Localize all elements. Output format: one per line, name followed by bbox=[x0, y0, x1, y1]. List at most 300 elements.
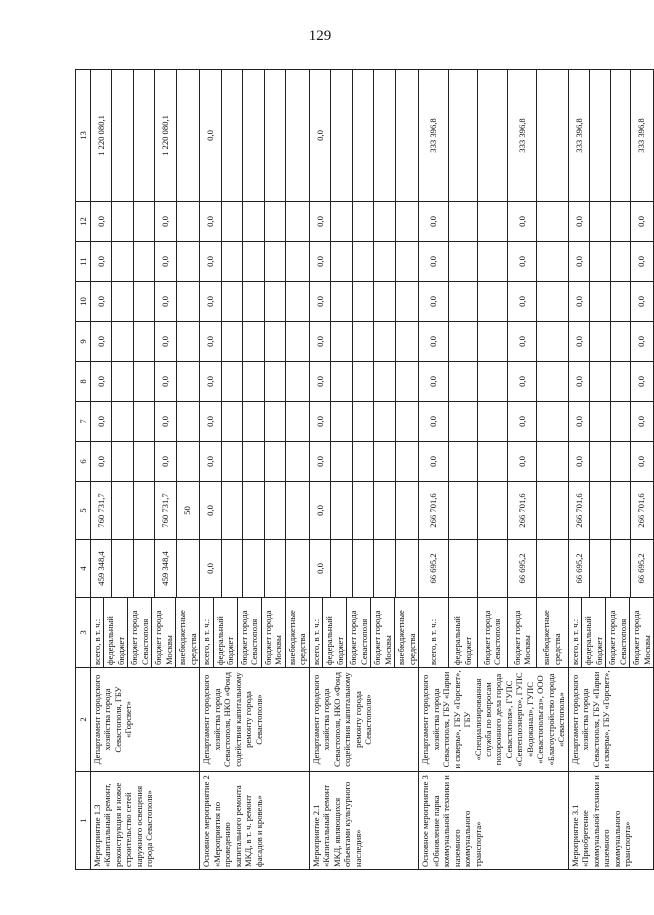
value-entry: 1 220 080,1 bbox=[155, 70, 176, 201]
value-entry bbox=[222, 242, 243, 281]
value-entry: 0,0 bbox=[419, 442, 449, 481]
value-entry: 333 396,8 bbox=[569, 70, 590, 201]
value-entry bbox=[478, 202, 508, 241]
table-row bbox=[568, 70, 653, 870]
value-entry bbox=[611, 242, 632, 281]
value-entry bbox=[611, 402, 632, 441]
value-entry bbox=[286, 362, 306, 401]
value-entry: 0,0 bbox=[200, 242, 221, 281]
value-cell bbox=[309, 362, 418, 402]
funding-source-label: бюджет города Москвы bbox=[262, 598, 286, 667]
value-cell bbox=[200, 202, 309, 242]
value-cell bbox=[568, 442, 653, 482]
value-entry bbox=[243, 362, 264, 401]
value-entry bbox=[449, 202, 479, 241]
value-entry: 0,0 bbox=[310, 202, 331, 241]
value-entry bbox=[265, 242, 286, 281]
value-entry bbox=[331, 242, 352, 281]
value-entry bbox=[222, 442, 243, 481]
column-header: 12 bbox=[76, 202, 91, 242]
value-entry: 0,0 bbox=[636, 456, 647, 467]
value-entry: 760 731,7 bbox=[155, 482, 176, 539]
value-entry bbox=[611, 482, 632, 539]
value-entry bbox=[611, 442, 632, 481]
value-entry bbox=[177, 242, 197, 281]
value-entry bbox=[243, 70, 264, 201]
value-entry bbox=[134, 70, 155, 201]
value-cell bbox=[91, 402, 200, 442]
value-entry: 0,0 bbox=[508, 242, 538, 281]
value-entry: 333 396,8 bbox=[419, 70, 449, 201]
value-entry: 0,0 bbox=[310, 540, 331, 597]
value-entry bbox=[243, 322, 264, 361]
column-header: 11 bbox=[76, 242, 91, 282]
value-entry: 1 220 080,1 bbox=[91, 70, 112, 201]
value-entry bbox=[134, 482, 155, 539]
value-cell bbox=[568, 202, 653, 242]
value-entry: 0,0 bbox=[91, 282, 112, 321]
value-cell bbox=[200, 442, 309, 482]
value-entry: 0,0 bbox=[155, 402, 176, 441]
value-cell bbox=[419, 402, 569, 442]
value-entry bbox=[265, 482, 286, 539]
value-entry bbox=[286, 70, 306, 201]
value-entry: 0,0 bbox=[569, 322, 590, 361]
value-entry bbox=[222, 402, 243, 441]
value-cell bbox=[91, 362, 200, 402]
value-entry bbox=[243, 482, 264, 539]
value-cell bbox=[309, 202, 418, 242]
value-entry: 0,0 bbox=[569, 402, 590, 441]
value-entry bbox=[396, 242, 416, 281]
measure-name: Мероприятие 3.1 «Приобретение коммунальной техники и наземного коммунального транспорта» bbox=[568, 772, 653, 870]
value-entry bbox=[478, 282, 508, 321]
value-entry: 760 731,7 bbox=[91, 482, 112, 539]
page-number: 129 bbox=[308, 28, 332, 44]
value-entry bbox=[611, 322, 632, 361]
value-entry: 0,0 bbox=[569, 202, 590, 241]
value-entry: 0,0 bbox=[91, 202, 112, 241]
value-entry: 266 701,6 bbox=[508, 482, 538, 539]
value-entry: 0,0 bbox=[636, 296, 647, 307]
value-entry bbox=[112, 402, 133, 441]
value-entry bbox=[396, 70, 416, 201]
funding-source-label: бюджет города Москвы bbox=[152, 598, 176, 667]
value-entry: 0,0 bbox=[200, 402, 221, 441]
value-entry bbox=[611, 282, 632, 321]
value-entry bbox=[134, 322, 155, 361]
funding-source-label: всего, в т. ч.: bbox=[310, 598, 323, 667]
value-entry bbox=[243, 442, 264, 481]
value-entry bbox=[590, 322, 611, 361]
funding-source-label: федеральный бюджет bbox=[449, 598, 479, 667]
funding-sources bbox=[309, 598, 418, 668]
value-entry: 0,0 bbox=[200, 540, 221, 597]
funding-source-label: бюджет города Севастополя bbox=[606, 598, 630, 667]
value-entry: 333 396,8 bbox=[508, 70, 538, 201]
value-entry: 0,0 bbox=[419, 202, 449, 241]
value-entry bbox=[265, 442, 286, 481]
value-entry: 0,0 bbox=[200, 362, 221, 401]
value-entry bbox=[177, 402, 197, 441]
value-entry bbox=[331, 402, 352, 441]
value-entry bbox=[590, 242, 611, 281]
value-entry: 0,0 bbox=[419, 402, 449, 441]
column-header: 3 bbox=[76, 598, 91, 668]
value-entry bbox=[134, 362, 155, 401]
column-header: 6 bbox=[76, 442, 91, 482]
value-cell bbox=[200, 540, 309, 598]
value-entry: 0,0 bbox=[310, 402, 331, 441]
value-entry bbox=[353, 482, 374, 539]
value-cell bbox=[309, 70, 418, 202]
value-entry bbox=[590, 70, 611, 201]
value-entry: 0,0 bbox=[91, 442, 112, 481]
value-entry bbox=[449, 322, 479, 361]
value-entry bbox=[590, 402, 611, 441]
value-entry bbox=[537, 402, 566, 441]
value-entry bbox=[590, 282, 611, 321]
column-header: 10 bbox=[76, 282, 91, 322]
value-cell bbox=[200, 70, 309, 202]
value-entry bbox=[537, 482, 566, 539]
funding-source-label: бюджет города Москвы bbox=[508, 598, 538, 667]
value-cell bbox=[419, 362, 569, 402]
value-entry bbox=[286, 282, 306, 321]
funding-source-label: федеральный бюджет bbox=[582, 598, 606, 667]
value-entry bbox=[265, 402, 286, 441]
value-cell bbox=[200, 362, 309, 402]
value-cell bbox=[91, 482, 200, 540]
value-entry: 0,0 bbox=[569, 282, 590, 321]
value-entry: 0,0 bbox=[310, 70, 331, 201]
value-entry bbox=[112, 322, 133, 361]
value-entry bbox=[222, 202, 243, 241]
value-entry bbox=[374, 322, 395, 361]
value-entry bbox=[265, 282, 286, 321]
value-entry bbox=[374, 482, 395, 539]
funding-source-label: внебюджетные средства bbox=[396, 610, 417, 665]
value-entry bbox=[286, 402, 306, 441]
value-cell bbox=[419, 442, 569, 482]
value-entry bbox=[286, 442, 306, 481]
value-cell bbox=[568, 322, 653, 362]
value-entry bbox=[353, 322, 374, 361]
value-entry bbox=[265, 322, 286, 361]
value-cell bbox=[200, 242, 309, 282]
value-entry: 66 695,2 bbox=[508, 540, 538, 597]
funding-source-label: бюджет города Москвы bbox=[631, 610, 652, 665]
value-entry bbox=[537, 322, 566, 361]
value-entry: 0,0 bbox=[419, 322, 449, 361]
value-entry bbox=[177, 322, 197, 361]
funding-source-label: внебюджетные средства bbox=[177, 610, 198, 665]
value-entry bbox=[449, 540, 479, 597]
funding-source-label: федеральный бюджет bbox=[214, 598, 238, 667]
value-entry bbox=[396, 540, 416, 597]
funding-source-label: внебюджетные средства bbox=[541, 610, 562, 665]
value-entry bbox=[243, 282, 264, 321]
value-entry: 0,0 bbox=[310, 242, 331, 281]
value-entry bbox=[177, 70, 197, 201]
value-entry bbox=[112, 362, 133, 401]
value-entry bbox=[353, 540, 374, 597]
value-entry: 66 695,2 bbox=[569, 540, 590, 597]
funding-sources bbox=[419, 598, 569, 668]
value-entry bbox=[449, 242, 479, 281]
value-entry: 266 701,6 bbox=[636, 493, 647, 528]
value-entry: 459 348,4 bbox=[155, 540, 176, 597]
funding-source-label: федеральный бюджет bbox=[104, 598, 128, 667]
value-entry bbox=[537, 242, 566, 281]
value-entry: 50 bbox=[181, 506, 192, 515]
value-cell bbox=[200, 282, 309, 322]
value-entry bbox=[611, 540, 632, 597]
measure-name: Мероприятие 1.3 «Капитальный ремонт, реконструкция и новое строительство сетей наружного освещения города Севастополя» bbox=[91, 772, 200, 870]
value-entry bbox=[177, 540, 197, 597]
funding-source-label: бюджет города Севастополя bbox=[238, 598, 262, 667]
value-entry: 0,0 bbox=[310, 322, 331, 361]
measure-name: Мероприятие 2.1 «Капитальный ремонт МКД, являющихся объектами культурного наследия» bbox=[309, 772, 418, 870]
funding-source-label: бюджет города Севастополя bbox=[478, 598, 508, 667]
value-entry bbox=[243, 540, 264, 597]
value-entry bbox=[286, 540, 306, 597]
funding-source-label: бюджет города Севастополя bbox=[128, 598, 152, 667]
value-entry: 0,0 bbox=[419, 362, 449, 401]
value-entry bbox=[396, 362, 416, 401]
value-entry bbox=[112, 540, 133, 597]
table-row bbox=[419, 70, 569, 870]
value-entry bbox=[353, 70, 374, 201]
value-entry bbox=[374, 442, 395, 481]
budget-table bbox=[75, 69, 654, 870]
column-header: 8 bbox=[76, 362, 91, 402]
value-entry bbox=[222, 70, 243, 201]
column-header: 2 bbox=[76, 668, 91, 772]
value-entry: 0,0 bbox=[508, 282, 538, 321]
value-entry bbox=[449, 362, 479, 401]
funding-sources bbox=[200, 598, 309, 668]
value-entry bbox=[112, 282, 133, 321]
value-cell bbox=[419, 202, 569, 242]
value-entry bbox=[353, 442, 374, 481]
value-entry bbox=[177, 362, 197, 401]
funding-source-label: бюджет города Севастополя bbox=[347, 598, 371, 667]
value-entry bbox=[396, 202, 416, 241]
value-entry bbox=[134, 202, 155, 241]
value-entry: 0,0 bbox=[310, 282, 331, 321]
value-entry bbox=[374, 202, 395, 241]
column-header: 13 bbox=[76, 70, 91, 202]
table-body bbox=[91, 70, 654, 870]
table-row bbox=[309, 70, 418, 870]
value-entry bbox=[331, 282, 352, 321]
value-cell bbox=[419, 70, 569, 202]
value-entry: 0,0 bbox=[91, 242, 112, 281]
value-entry bbox=[537, 362, 566, 401]
value-entry: 266 701,6 bbox=[569, 482, 590, 539]
value-cell bbox=[200, 482, 309, 540]
value-entry bbox=[396, 322, 416, 361]
funding-source-label: внебюджетные средства bbox=[286, 610, 308, 665]
value-entry bbox=[537, 202, 566, 241]
funding-source-label: всего, в т. ч.: bbox=[569, 598, 582, 667]
value-entry bbox=[134, 442, 155, 481]
executor-name: Департамент городского хозяйства города Севастополя, ГБУ «Горсвет» bbox=[91, 668, 200, 772]
value-cell bbox=[419, 482, 569, 540]
value-entry: 0,0 bbox=[155, 362, 176, 401]
value-cell bbox=[568, 402, 653, 442]
value-entry bbox=[112, 242, 133, 281]
value-entry: 66 695,2 bbox=[419, 540, 449, 597]
value-cell bbox=[91, 282, 200, 322]
value-entry: 0,0 bbox=[155, 442, 176, 481]
value-cell bbox=[309, 402, 418, 442]
value-entry: 0,0 bbox=[310, 362, 331, 401]
value-entry bbox=[353, 402, 374, 441]
value-entry: 0,0 bbox=[91, 322, 112, 361]
value-cell bbox=[91, 322, 200, 362]
value-cell bbox=[309, 482, 418, 540]
value-entry bbox=[222, 540, 243, 597]
header-row bbox=[76, 70, 91, 870]
value-entry bbox=[331, 482, 352, 539]
value-entry bbox=[112, 482, 133, 539]
value-entry bbox=[478, 322, 508, 361]
value-entry bbox=[353, 242, 374, 281]
value-entry: 0,0 bbox=[419, 282, 449, 321]
value-entry bbox=[478, 242, 508, 281]
value-entry bbox=[478, 402, 508, 441]
funding-source-label: всего, в т. ч.: bbox=[419, 598, 449, 667]
column-header: 1 bbox=[76, 772, 91, 870]
rotated-table-container bbox=[75, 70, 652, 870]
value-cell bbox=[91, 442, 200, 482]
value-entry bbox=[590, 202, 611, 241]
value-entry: 0,0 bbox=[91, 362, 112, 401]
value-entry bbox=[590, 362, 611, 401]
value-entry bbox=[449, 482, 479, 539]
value-entry bbox=[537, 282, 566, 321]
value-entry bbox=[396, 402, 416, 441]
value-cell bbox=[568, 242, 653, 282]
value-entry bbox=[396, 482, 416, 539]
value-entry bbox=[222, 322, 243, 361]
value-entry: 0,0 bbox=[155, 322, 176, 361]
value-cell bbox=[91, 540, 200, 598]
value-entry bbox=[590, 482, 611, 539]
value-entry: 0,0 bbox=[569, 362, 590, 401]
value-entry bbox=[134, 540, 155, 597]
value-entry: 0,0 bbox=[200, 70, 221, 201]
value-entry bbox=[478, 482, 508, 539]
value-entry bbox=[590, 442, 611, 481]
value-entry: 0,0 bbox=[91, 402, 112, 441]
value-entry bbox=[374, 540, 395, 597]
value-entry bbox=[478, 442, 508, 481]
value-cell bbox=[91, 70, 200, 202]
funding-sources bbox=[568, 598, 653, 668]
value-cell bbox=[91, 202, 200, 242]
value-cell bbox=[568, 282, 653, 322]
value-entry: 333 396,8 bbox=[636, 118, 647, 153]
value-entry: 0,0 bbox=[200, 482, 221, 539]
value-entry bbox=[112, 202, 133, 241]
value-entry bbox=[177, 202, 197, 241]
column-header: 7 bbox=[76, 402, 91, 442]
value-entry bbox=[374, 282, 395, 321]
value-entry: 0,0 bbox=[155, 282, 176, 321]
measure-name: Основное мероприятие 2 «Мероприятия по проведению капитального ремонта МКД, в т. ч. ремонт фасадов и кровель» bbox=[200, 772, 309, 870]
value-entry bbox=[374, 242, 395, 281]
value-entry: 0,0 bbox=[419, 242, 449, 281]
funding-source-label: всего, в т. ч.: bbox=[91, 598, 104, 667]
value-entry bbox=[353, 362, 374, 401]
value-entry: 0,0 bbox=[508, 402, 538, 441]
value-cell bbox=[200, 322, 309, 362]
value-entry bbox=[265, 202, 286, 241]
value-entry bbox=[449, 70, 479, 201]
funding-source-label: федеральный бюджет bbox=[323, 598, 347, 667]
value-entry: 66 695,2 bbox=[636, 553, 647, 584]
value-cell bbox=[91, 242, 200, 282]
value-entry bbox=[112, 442, 133, 481]
executor-name: Департамент городского хозяйства города Севастополя, ГБУ «Парки и скверы», ГБУ «Горсвет», bbox=[568, 668, 653, 772]
value-cell bbox=[419, 242, 569, 282]
value-entry bbox=[286, 322, 306, 361]
value-entry bbox=[134, 242, 155, 281]
value-entry: 0,0 bbox=[310, 482, 331, 539]
value-entry bbox=[611, 70, 632, 201]
value-entry bbox=[265, 70, 286, 201]
value-entry: 0,0 bbox=[200, 282, 221, 321]
column-header: 5 bbox=[76, 482, 91, 540]
value-entry: 0,0 bbox=[636, 416, 647, 427]
value-entry bbox=[134, 402, 155, 441]
value-entry bbox=[374, 70, 395, 201]
value-entry: 0,0 bbox=[569, 442, 590, 481]
value-entry bbox=[537, 540, 566, 597]
value-cell bbox=[309, 242, 418, 282]
value-entry: 0,0 bbox=[155, 202, 176, 241]
value-entry bbox=[478, 70, 508, 201]
value-entry bbox=[374, 402, 395, 441]
value-entry: 0,0 bbox=[508, 442, 538, 481]
value-entry bbox=[286, 242, 306, 281]
column-header: 9 bbox=[76, 322, 91, 362]
executor-name: Департамент городского хозяйства города Севастополя, НКО «Фонд содействия капитальному ремонту города Севастополя» bbox=[200, 668, 309, 772]
value-entry: 0,0 bbox=[310, 442, 331, 481]
value-entry bbox=[478, 540, 508, 597]
value-entry: 0,0 bbox=[636, 216, 647, 227]
value-cell bbox=[419, 282, 569, 322]
value-entry: 0,0 bbox=[200, 322, 221, 361]
value-entry: 0,0 bbox=[200, 202, 221, 241]
value-entry bbox=[353, 282, 374, 321]
value-entry bbox=[286, 202, 306, 241]
funding-source-label: бюджет города Москвы bbox=[371, 598, 395, 667]
measure-name: Основное мероприятие 3 «Обновление парка коммунальной техники и наземного коммунального транспорта» bbox=[419, 772, 569, 870]
value-entry: 0,0 bbox=[508, 202, 538, 241]
value-entry bbox=[222, 282, 243, 321]
value-entry: 0,0 bbox=[508, 322, 538, 361]
value-entry: 459 348,4 bbox=[91, 540, 112, 597]
value-entry: 0,0 bbox=[200, 442, 221, 481]
value-entry: 0,0 bbox=[636, 256, 647, 267]
column-header: 4 bbox=[76, 540, 91, 598]
value-cell bbox=[568, 482, 653, 540]
funding-source-label: всего, в т. ч.: bbox=[200, 598, 213, 667]
